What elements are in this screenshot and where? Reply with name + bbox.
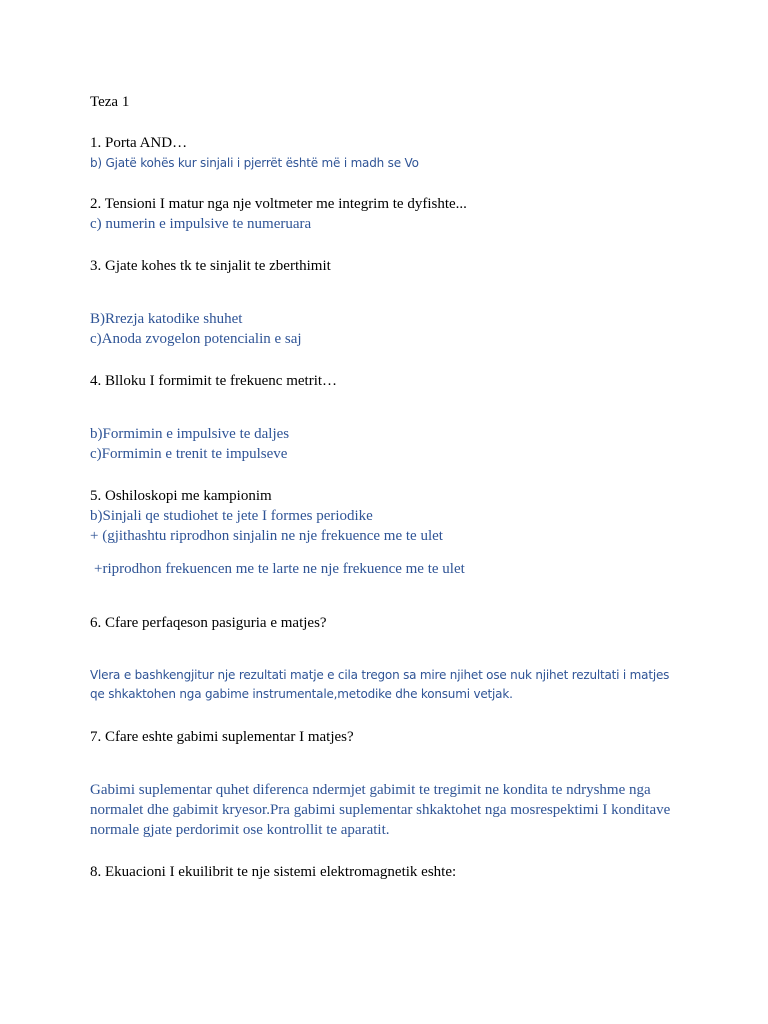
- answer-7: Gabimi suplementar quhet diferenca ndermjet gabimit te tregimit ne kondita te ndryshme nga normalet dhe gabimit kryesor.Pra gabimi suplementar shkaktohet nga mosrespektimi I konditave normale gjate perdorimit ose kontrollit te aparatit.: [90, 782, 671, 838]
- answer-3-b: B)Rrezja katodike shuhet: [90, 311, 243, 327]
- answer-3-c: c)Anoda zvogelon potencialin e saj: [90, 331, 302, 347]
- answer-4-b: b)Formimin e impulsive te daljes: [90, 426, 290, 442]
- answer-4-c: c)Formimin e trenit te impulseve: [90, 446, 288, 462]
- answer-2-c: c) numerin e impulsive te numeruara: [90, 216, 312, 232]
- answer-6: Vlera e bashkengjitur nje rezultati matje e cila tregon sa mire njihet ose nuk njihet rezultati i matjes qe shkaktohen nga gabime instrumentale,metodike dhe konsumi vetjak.: [90, 668, 670, 701]
- question-4: 4. Blloku I formimit te frekuenc metrit…: [90, 373, 338, 389]
- answer-5-note-2: +riprodhon frekuencen me te larte ne nje frekuence me te ulet: [94, 561, 465, 577]
- question-1: 1. Porta AND…: [90, 135, 188, 151]
- question-8: 8. Ekuacioni I ekuilibrit te nje sistemi elektromagnetik eshte:: [90, 864, 457, 880]
- question-6: 6. Cfare perfaqeson pasiguria e matjes?: [90, 615, 327, 631]
- answer-1-b: b) Gjatë kohës kur sinjali i pjerrët është më i madh se Vo: [90, 156, 419, 170]
- question-5: 5. Oshiloskopi me kampionim: [90, 488, 272, 504]
- document-title: Teza 1: [90, 94, 130, 110]
- answer-5-b: b)Sinjali qe studiohet te jete I formes periodike: [90, 508, 373, 524]
- question-2: 2. Tensioni I matur nga nje voltmeter me integrim te dyfishte...: [90, 196, 467, 212]
- answer-5-note-1: + (gjithashtu riprodhon sinjalin ne nje frekuence me te ulet: [90, 528, 443, 544]
- question-3: 3. Gjate kohes tk te sinjalit te zberthimit: [90, 258, 331, 274]
- question-7: 7. Cfare eshte gabimi suplementar I matjes?: [90, 729, 354, 745]
